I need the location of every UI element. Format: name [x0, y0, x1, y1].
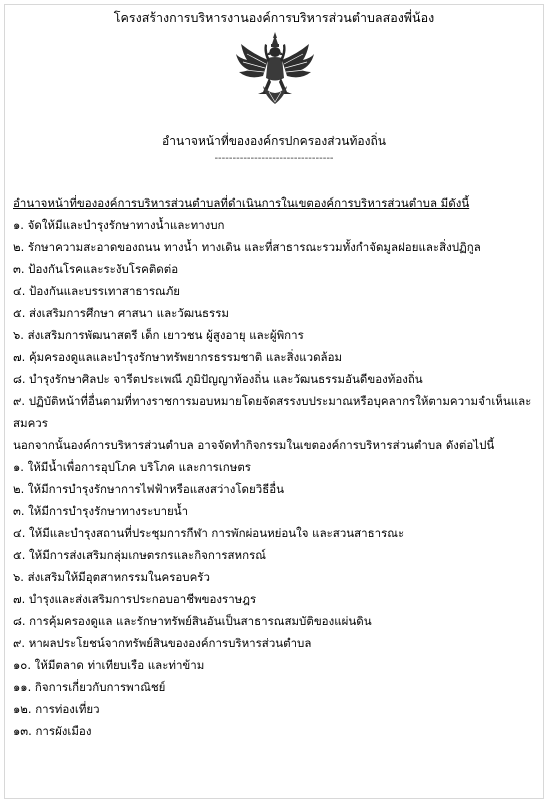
list-item: ๗. บำรุงและส่งเสริมการประกอบอาชีพของราษฎร [13, 592, 257, 606]
section1-intro-rest: ที่ดำเนินการในเขตองค์การบริหารส่วนตำบล มีดังนี้ [220, 196, 470, 210]
list-item: ๑๒. การท่องเที่ยว [13, 702, 100, 716]
list-item: ๗. คุ้มครองดูแลและบำรุงรักษาทรัพยากรธรรมชาติ และสิ่งแวดล้อม [13, 350, 343, 364]
list-item: ๒. รักษาความสะอาดของถนน ทางน้ำ ทางเดิน และที่สาธารณะรวมทั้งกำจัดมูลฝอยและสิ่งปฏิกูล [13, 240, 481, 254]
list-item: ๑๑. กิจการเกี่ยวกับการพาณิชย์ [13, 680, 166, 694]
section1-intro-underlined: อำนาจหน้าที่ขององค์การบริหารส่วนตำบล [13, 196, 221, 210]
list-item: ๑. ให้มีน้ำเพื่อการอุปโภค บริโภค และการเกษตร [13, 460, 251, 474]
section1-intro [13, 192, 539, 214]
list-item: ๑. จัดให้มีและบำรุงรักษาทางน้ำและทางบก [13, 218, 225, 232]
list-item: ๙. หาผลประโยชน์จากทรัพย์สินขององค์การบริหารส่วนตำบล [13, 636, 312, 650]
section2-intro: นอกจากนั้นองค์การบริหารส่วนตำบล อาจจัดทำกิจกรรมในเขตองค์การบริหารส่วนตำบล ดังต่อไปนี้ [13, 438, 495, 452]
list-item: ๓. ป้องกันโรคและระงับโรคติดต่อ [13, 262, 179, 276]
list-item: ๖. ส่งเสริมการพัฒนาสตรี เด็ก เยาวชน ผู้สูงอายุ และผู้พิการ [13, 328, 304, 342]
list-item: ๑๐. ให้มีตลาด ท่าเทียบเรือ และท่าข้าม [13, 658, 205, 672]
divider-line: --------------------------------- [214, 153, 334, 164]
document-title: โครงสร้างการบริหารงานองค์การบริหารส่วนตำบลสองพี่น้อง [113, 10, 435, 25]
document-page [4, 4, 544, 799]
list-item: ๘. บำรุงรักษาศิลปะ จารีตประเพณี ภูมิปัญญาท้องถิ่น และวัฒนธรรมอันดีของท้องถิ่น [13, 372, 423, 386]
list-item: ๔. ป้องกันและบรรเทาสาธารณภัย [13, 284, 181, 298]
list-item: ๙. ปฏิบัติหน้าที่อื่นตามที่ทางราชการมอบหมายโดยจัดสรรงบประมาณหรือบุคลากรให้ตามความจำเห็นและ [13, 394, 532, 408]
list-item: ๕. ให้มีการส่งเสริมกลุ่มเกษตรกรและกิจการสหกรณ์ [13, 548, 266, 562]
document-subtitle: อำนาจหน้าที่ขององค์กรปกครองส่วนท้องถิ่น [162, 134, 386, 148]
garuda-emblem-icon [233, 30, 317, 110]
list-item-continuation: สมควร [13, 416, 48, 430]
list-item: ๑๓. การผังเมือง [13, 724, 92, 738]
list-item: ๔. ให้มีและบำรุงสถานที่ประชุมการกีฬา การพักผ่อนหย่อนใจ และสวนสาธารณะ [13, 526, 405, 540]
list-item: ๓. ให้มีการบำรุงรักษาทางระบายน้ำ [13, 504, 189, 518]
document-body [13, 192, 539, 742]
list-item: ๘. การคุ้มครองดูแล และรักษาทรัพย์สินอันเป็นสาธารณสมบัติของแผ่นดิน [13, 614, 372, 628]
list-item: ๕. ส่งเสริมการศึกษา ศาสนา และวัฒนธรรม [13, 306, 229, 320]
list-item: ๖. ส่งเสริมให้มีอุตสาหกรรมในครอบครัว [13, 570, 210, 584]
list-item: ๒. ให้มีการบำรุงรักษาการไฟฟ้าหรือแสงสว่างโดยวิธีอื่น [13, 482, 285, 496]
